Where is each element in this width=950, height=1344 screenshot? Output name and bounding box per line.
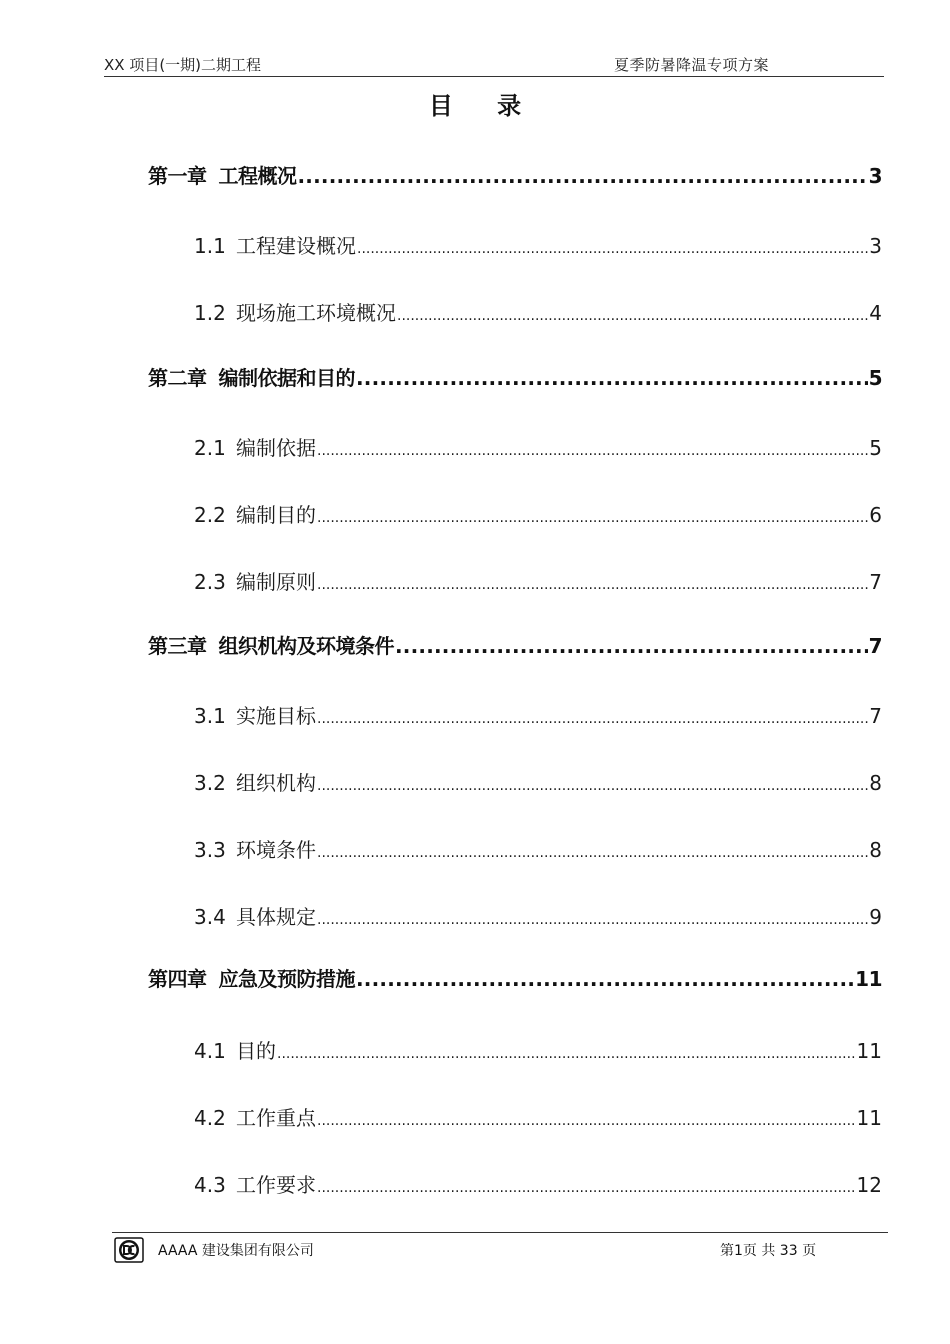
toc-entry-number: 1.2 <box>194 301 226 325</box>
toc-entry-section-1-1[interactable] <box>194 230 882 259</box>
dot-leader <box>317 1113 856 1129</box>
toc-entry-number: 2.2 <box>194 503 226 527</box>
toc-entry-page: 8 <box>869 771 882 795</box>
dot-leader <box>356 967 854 991</box>
toc-entry-label: 实施目标 <box>236 704 316 728</box>
toc-entry-number: 4.1 <box>194 1039 226 1063</box>
toc-entry-section-3-2[interactable] <box>194 767 882 796</box>
company-name: AAAA 建设集团有限公司 <box>158 1243 314 1259</box>
toc-entry-section-4-3[interactable] <box>194 1169 882 1198</box>
toc-entry-label: 组织机构 <box>236 771 316 795</box>
toc-entry-page: 6 <box>869 503 882 527</box>
toc-entry-section-2-2[interactable] <box>194 499 882 528</box>
toc-entry-section-4-2[interactable] <box>194 1102 882 1131</box>
toc-entry-page: 12 <box>856 1173 882 1197</box>
dot-leader <box>317 711 868 727</box>
dot-leader <box>357 241 868 257</box>
dot-leader <box>317 845 868 861</box>
toc-entry-number: 2.3 <box>194 570 226 594</box>
toc-entry-label: 编制原则 <box>236 570 316 594</box>
toc-entry-number: 3.3 <box>194 838 226 862</box>
toc-entry-page: 11 <box>855 967 882 991</box>
toc-entry-label: 应急及预防措施 <box>218 967 355 991</box>
toc-entry-number: 3.4 <box>194 905 226 929</box>
toc-entry-section-1-2[interactable] <box>194 297 882 326</box>
toc-entry-page: 7 <box>869 570 882 594</box>
toc-entry-label: 工程建设概况 <box>236 234 356 258</box>
page-number: 第1页 共 33 页 <box>720 1243 817 1259</box>
toc-entry-number: 第一章 <box>148 164 207 188</box>
page-header <box>104 52 884 77</box>
toc-entry-label: 工作重点 <box>236 1106 316 1130</box>
toc-entry-page: 11 <box>856 1106 882 1130</box>
toc-title: 目 录 <box>428 92 540 120</box>
toc-entry-label: 环境条件 <box>236 838 316 862</box>
toc-entry-label: 编制目的 <box>236 503 316 527</box>
toc-entry-number: 4.3 <box>194 1173 226 1197</box>
toc-entry-chapter-1[interactable] <box>148 160 882 189</box>
toc-entry-section-2-3[interactable] <box>194 566 882 595</box>
toc-entry-section-3-3[interactable] <box>194 834 882 863</box>
dot-leader <box>397 308 868 324</box>
document-title: 夏季防暑降温专项方案 <box>614 56 770 74</box>
dot-leader <box>298 164 868 188</box>
dot-leader <box>317 510 868 526</box>
toc-entry-number: 3.2 <box>194 771 226 795</box>
toc-entry-page: 9 <box>869 905 882 929</box>
toc-entry-chapter-4[interactable] <box>148 963 882 992</box>
toc-entry-label: 工作要求 <box>236 1173 316 1197</box>
toc-entry-label: 具体规定 <box>236 905 316 929</box>
toc-entry-section-2-1[interactable] <box>194 432 882 461</box>
dot-leader <box>317 778 868 794</box>
dot-leader <box>356 366 868 390</box>
toc-entry-label: 现场施工环境概况 <box>236 301 396 325</box>
toc-entry-page: 5 <box>868 366 882 390</box>
toc-entry-section-4-1[interactable] <box>194 1035 882 1064</box>
toc-entry-page: 11 <box>856 1039 882 1063</box>
toc-entry-number: 第四章 <box>148 967 207 991</box>
toc-entry-page: 7 <box>869 704 882 728</box>
toc-entry-label: 组织机构及环境条件 <box>218 634 394 658</box>
toc-entry-number: 4.2 <box>194 1106 226 1130</box>
page-footer <box>112 1232 888 1265</box>
dot-leader <box>317 443 868 459</box>
toc-entry-number: 第三章 <box>148 634 207 658</box>
dot-leader <box>277 1046 856 1062</box>
toc-entry-label: 编制依据 <box>236 436 316 460</box>
toc-entry-page: 3 <box>868 164 882 188</box>
toc-entry-number: 第二章 <box>148 366 207 390</box>
toc-entry-chapter-2[interactable] <box>148 362 882 391</box>
toc-entry-page: 5 <box>869 436 882 460</box>
toc-entry-page: 8 <box>869 838 882 862</box>
dot-leader <box>317 577 868 593</box>
company-logo-icon <box>114 1237 144 1263</box>
project-name: XX 项目(一期)二期工程 <box>104 56 262 74</box>
toc-entry-chapter-3[interactable] <box>148 630 882 659</box>
toc-entry-label: 目的 <box>236 1039 276 1063</box>
toc-entry-page: 4 <box>869 301 882 325</box>
toc-entry-section-3-4[interactable] <box>194 901 882 930</box>
toc-entry-number: 1.1 <box>194 234 226 258</box>
dot-leader <box>317 1180 856 1196</box>
toc-entry-section-3-1[interactable] <box>194 700 882 729</box>
toc-entry-page: 3 <box>869 234 882 258</box>
dot-leader <box>317 912 868 928</box>
toc-entry-number: 3.1 <box>194 704 226 728</box>
toc-entry-label: 工程概况 <box>218 164 297 188</box>
toc-entry-number: 2.1 <box>194 436 226 460</box>
toc-entry-label: 编制依据和目的 <box>218 366 355 390</box>
toc-entry-page: 7 <box>868 634 882 658</box>
dot-leader <box>395 634 868 658</box>
